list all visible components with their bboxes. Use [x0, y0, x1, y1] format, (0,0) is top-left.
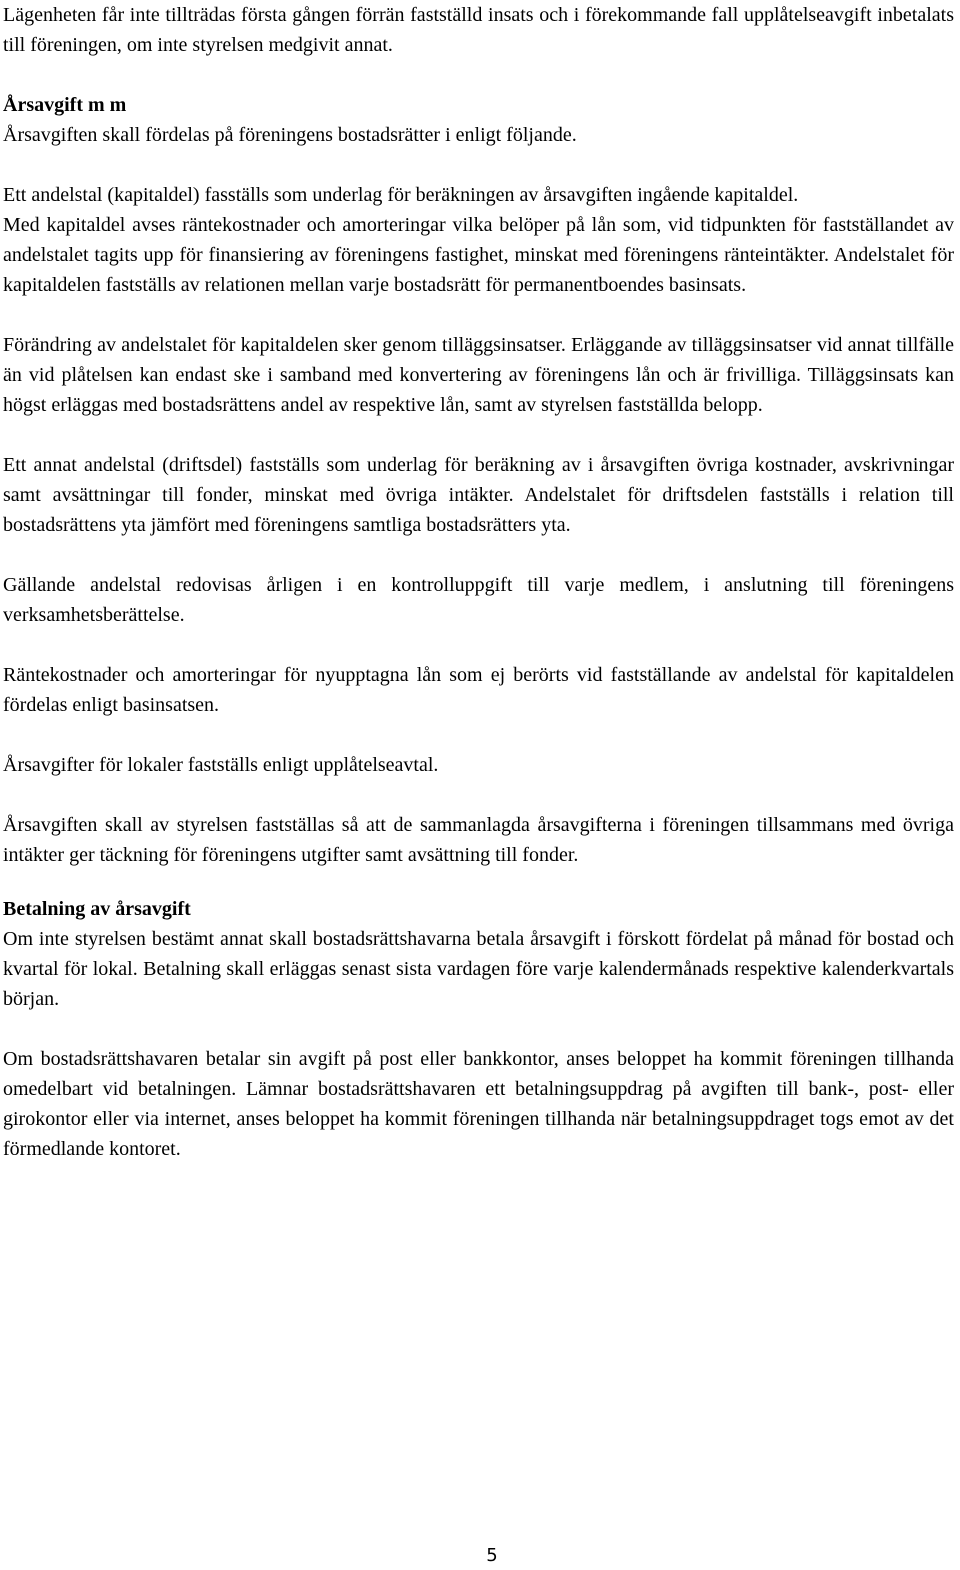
arsavgift-paragraph-2b: Med kapitaldel avses räntekostnader och amorteringar vilka belöper på lån som, vid tidpunkten för fastställandet av andelstalet tagits upp för finansiering av föreningens fastighet, minskat med föreningens ränteintäkter. Andelstalet för kapitaldelen fastställs av relationen mellan varje bostadsrätt för permanentboendes basinsats.	[3, 214, 954, 296]
intro-paragraph: Lägenheten får inte tillträdas första gången förrän fastställd insats och i förekommande fall upplåtelseavgift inbetalats till föreningen, om inte styrelsen medgivit annat.	[3, 4, 954, 56]
heading-betalning: Betalning av årsavgift	[3, 898, 191, 920]
betalning-paragraph-2: Om bostadsrättshavaren betalar sin avgift på post eller bankkontor, anses beloppet ha kommit föreningen tillhanda omedelbart vid betalningen. Lämnar bostadsrättshavaren ett betalningsuppdrag på avgiften till bank-, post- eller girokontor eller via internet, anses beloppet ha kommit föreningen tillhanda när betalningsuppdraget togs emot av det förmedlande kontoret.	[3, 1048, 954, 1160]
arsavgift-paragraph-7: Årsavgifter för lokaler fastställs enligt upplåtelseavtal.	[3, 754, 439, 776]
arsavgift-paragraph-1: Årsavgiften skall fördelas på föreningens bostadsrätter i enligt följande.	[3, 124, 577, 146]
betalning-paragraph-1: Om inte styrelsen bestämt annat skall bostadsrättshavarna betala årsavgift i förskott fördelat på månad för bostad och kvartal för lokal. Betalning skall erläggas senast sista vardagen före varje kalendermånads respektive kalenderkvartals början.	[3, 928, 954, 1010]
arsavgift-paragraph-3: Förändring av andelstalet för kapitaldelen sker genom tilläggsinsatser. Erläggande av tilläggsinsatser vid annat tillfälle än vid plåtelsen kan endast ske i samband med konvertering av föreningens lån och är frivilliga. Tilläggsinsats kan högst erläggas med bostadsrättens andel av respektive lån, samt av styrelsen fastställda belopp.	[3, 334, 954, 416]
document-page	[3, 0, 954, 1164]
arsavgift-paragraph-4: Ett annat andelstal (driftsdel) fastställs som underlag för beräkning av i årsavgiften övriga kostnader, avskrivningar samt avsättningar till fonder, minskat med övriga intäkter. Andelstalet för driftsdelen fastställs i relation till bostadsrättens yta jämfört med föreningens samtliga bostadsrätters yta.	[3, 454, 954, 536]
page-number: 5	[486, 1545, 498, 1566]
arsavgift-paragraph-5: Gällande andelstal redovisas årligen i en kontrolluppgift till varje medlem, i anslutning till föreningens verksamhetsberättelse.	[3, 574, 954, 626]
heading-arsavgift: Årsavgift m m	[3, 94, 127, 116]
arsavgift-paragraph-6: Räntekostnader och amorteringar för nyupptagna lån som ej berörts vid fastställande av andelstal för kapitaldelen fördelas enligt basinsatsen.	[3, 664, 954, 716]
arsavgift-paragraph-8: Årsavgiften skall av styrelsen fastställas så att de sammanlagda årsavgifterna i föreningen tillsammans med övriga intäkter ger täckning för föreningens utgifter samt avsättning till fonder.	[3, 814, 954, 866]
arsavgift-paragraph-2a: Ett andelstal (kapitaldel) fasställs som underlag för beräkningen av årsavgiften ingående kapitaldel.	[3, 184, 799, 206]
